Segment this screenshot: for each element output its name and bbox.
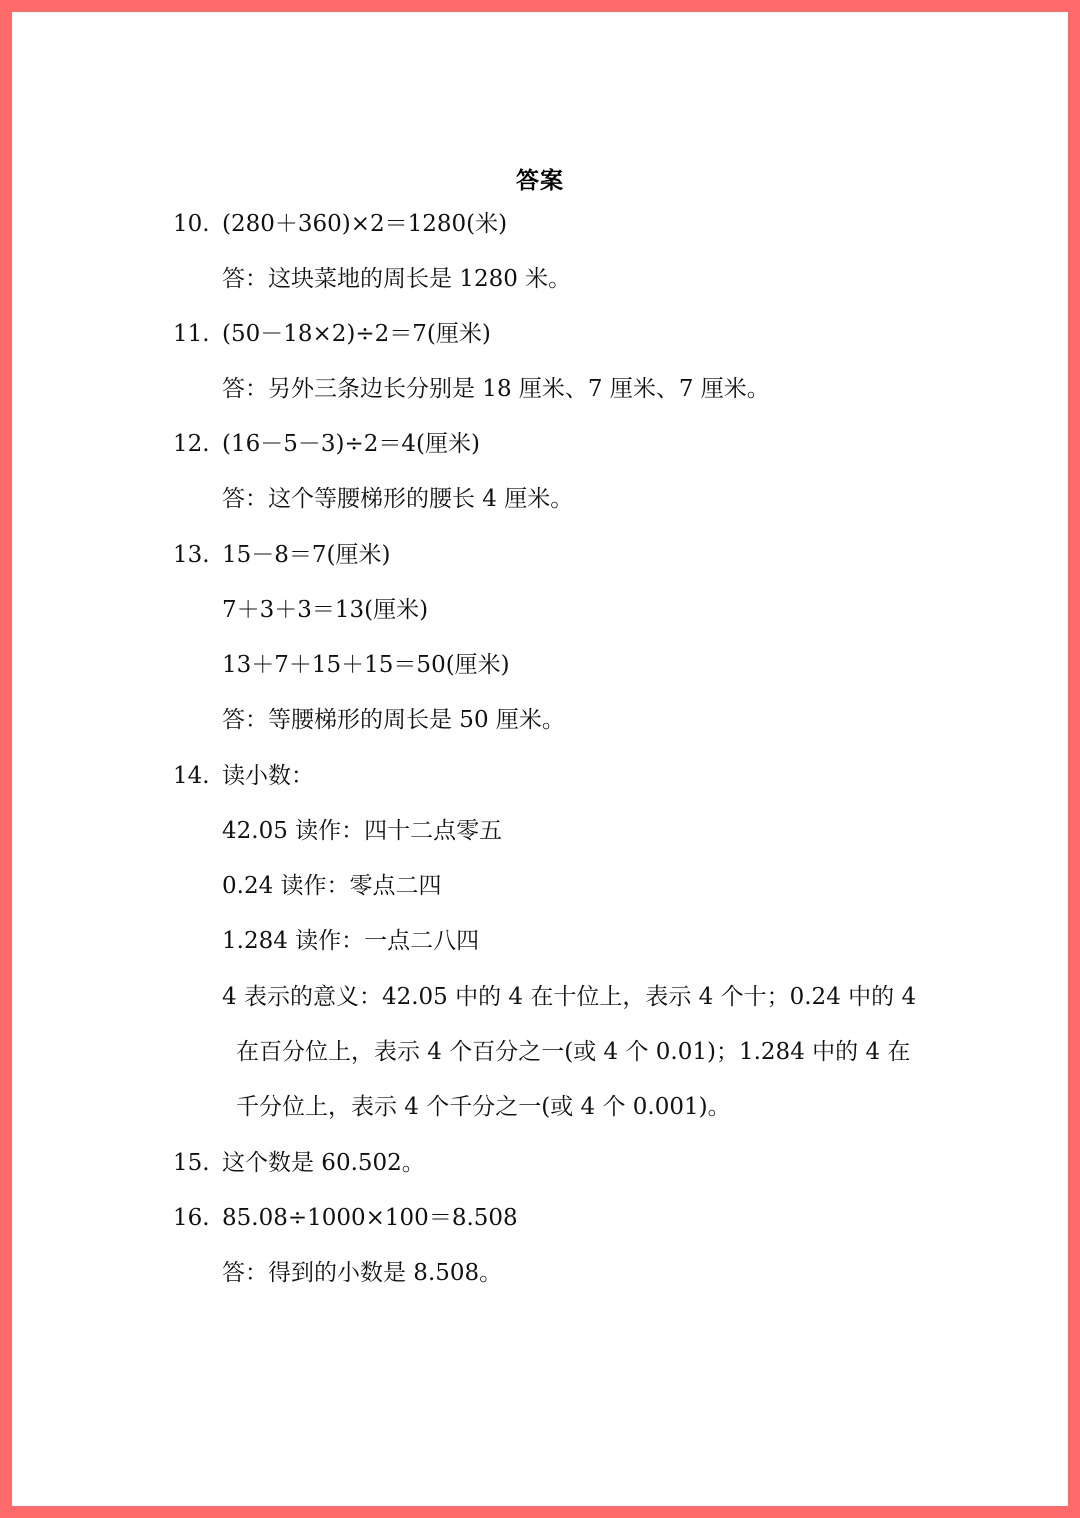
q13-answer: 答：等腰梯形的周长是 50 厘米。 [222,707,565,733]
q14-meaning-3: 千分位上，表示 4 个千分之一(或 4 个 0.001)。 [236,1094,731,1120]
q13-formula-line [173,539,390,571]
q11-number: 11. [173,321,210,347]
q13-number: 13. [173,542,210,568]
q14-meaning-2: 在百分位上，表示 4 个百分之一(或 4 个 0.01)；1.284 中的 4 在 [236,1039,911,1065]
page-title: 答案 [516,167,564,194]
q12-number: 12. [173,431,210,457]
q12-formula-line [173,428,480,460]
q16-formula-line [173,1202,518,1234]
q15-number: 15. [173,1150,210,1176]
q10-number: 10. [173,211,210,237]
q13-formula-1: 15－8＝7(厘米) [222,542,391,568]
q12-formula: (16－5－3)÷2＝4(厘米) [222,431,480,457]
q14-number: 14. [173,763,210,789]
q10-formula-line [173,208,507,240]
q16-formula: 85.08÷1000×100＝8.508 [222,1205,518,1231]
q11-answer: 答：另外三条边长分别是 18 厘米、7 厘米、7 厘米。 [222,376,770,402]
q14-heading-line [173,760,314,792]
answer-page [12,12,1068,1506]
q14-meaning-1: 4 表示的意义：42.05 中的 4 在十位上，表示 4 个十；0.24 中的 4 [222,984,917,1010]
q15-text: 这个数是 60.502。 [222,1150,425,1176]
q13-formula-2: 7＋3＋3＝13(厘米) [222,597,429,623]
q14-heading: 读小数： [222,763,314,789]
q12-answer: 答：这个等腰梯形的腰长 4 厘米。 [222,486,574,512]
q14-read-2: 0.24 读作：零点二四 [222,873,442,899]
q16-answer: 答：得到的小数是 8.508。 [222,1260,503,1286]
q11-formula: (50－18×2)÷2＝7(厘米) [222,321,491,347]
q15-line [173,1147,425,1179]
q10-answer: 答：这块菜地的周长是 1280 米。 [222,266,572,292]
q14-read-1: 42.05 读作：四十二点零五 [222,818,503,844]
q11-formula-line [173,318,491,350]
q14-read-3: 1.284 读作：一点二八四 [222,928,480,954]
q16-number: 16. [173,1205,210,1231]
q10-formula: (280＋360)×2＝1280(米) [222,211,508,237]
q13-formula-3: 13＋7＋15＋15＝50(厘米) [222,652,510,678]
